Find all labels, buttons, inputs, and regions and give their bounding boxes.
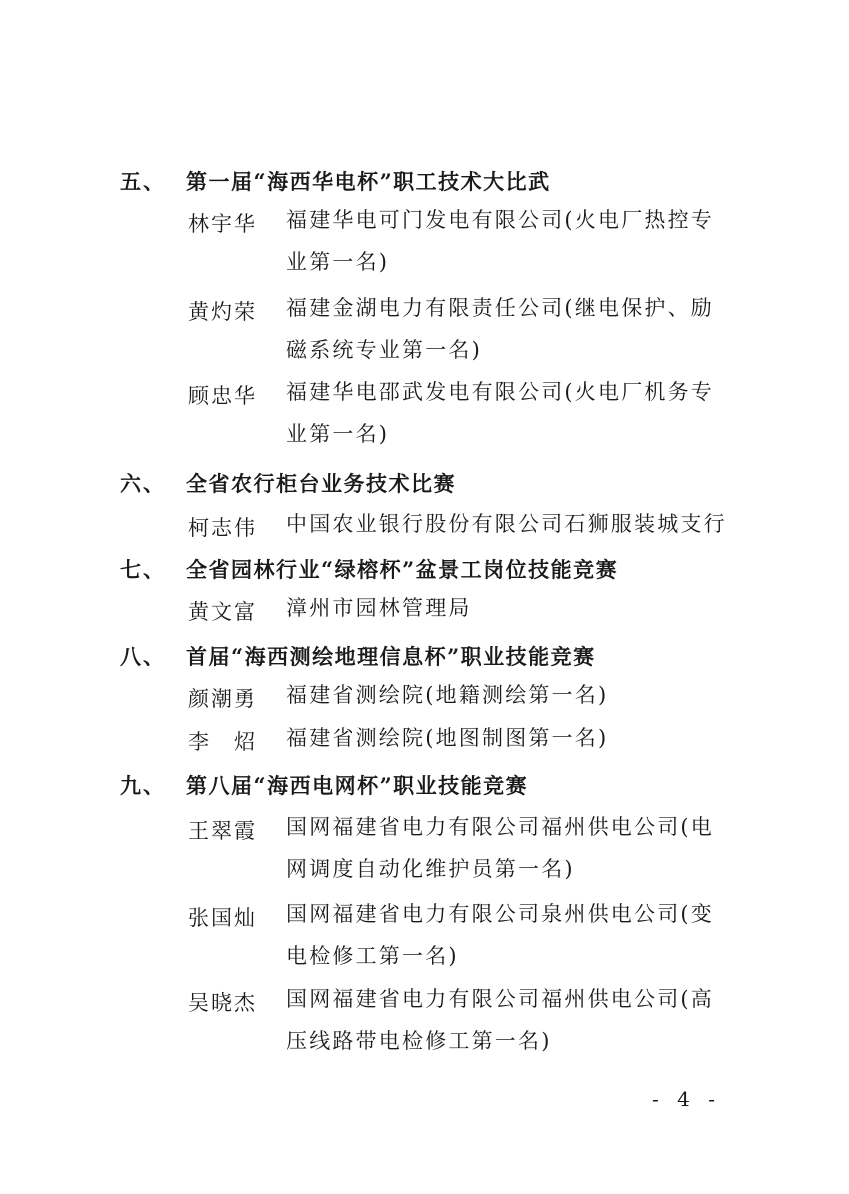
section-number: 六、	[120, 471, 166, 496]
section-number: 九、	[120, 773, 166, 798]
person-affiliation: 福建华电可门发电有限公司(火电厂热控专业第一名)	[286, 208, 714, 274]
person-name: 张国灿	[188, 906, 257, 930]
section-number: 八、	[120, 644, 166, 669]
person-name: 林宇华	[188, 212, 257, 236]
section-title: 全省农行柜台业务技术比赛	[186, 471, 456, 496]
person-name: 柯志伟	[188, 516, 257, 540]
page-number: - 4 -	[652, 1087, 721, 1111]
person-name: 黄文富	[188, 600, 257, 624]
person-name: 李 炤	[188, 730, 257, 754]
person-affiliation: 漳州市园林管理局	[286, 596, 472, 620]
person-name: 吴晓杰	[188, 991, 257, 1015]
section-number: 五、	[120, 169, 166, 194]
section-title: 第八届“海西电网杯”职业技能竞赛	[186, 773, 529, 798]
person-name: 王翠霞	[188, 819, 257, 843]
person-name: 黄灼荣	[188, 300, 257, 324]
person-affiliation: 国网福建省电力有限公司福州供电公司(电网调度自动化维护员第一名)	[286, 815, 714, 881]
section-number: 七、	[120, 557, 166, 582]
section-title: 全省园林行业“绿榕杯”盆景工岗位技能竞赛	[186, 557, 619, 582]
section-title: 第一届“海西华电杯”职工技术大比武	[186, 169, 551, 194]
person-affiliation: 福建省测绘院(地籍测绘第一名)	[286, 683, 609, 707]
person-affiliation: 福建华电邵武发电有限公司(火电厂机务专业第一名)	[286, 380, 714, 446]
person-affiliation: 福建金湖电力有限责任公司(继电保护、励磁系统专业第一名)	[286, 296, 714, 362]
person-name: 顾忠华	[188, 384, 257, 408]
section-title: 首届“海西测绘地理信息杯”职业技能竞赛	[186, 644, 596, 669]
person-affiliation: 福建省测绘院(地图制图第一名)	[286, 726, 609, 750]
person-name: 颜潮勇	[188, 687, 257, 711]
person-affiliation: 国网福建省电力有限公司福州供电公司(高压线路带电检修工第一名)	[286, 987, 714, 1053]
person-affiliation: 中国农业银行股份有限公司石狮服装城支行	[286, 512, 727, 536]
person-affiliation: 国网福建省电力有限公司泉州供电公司(变电检修工第一名)	[286, 902, 714, 968]
